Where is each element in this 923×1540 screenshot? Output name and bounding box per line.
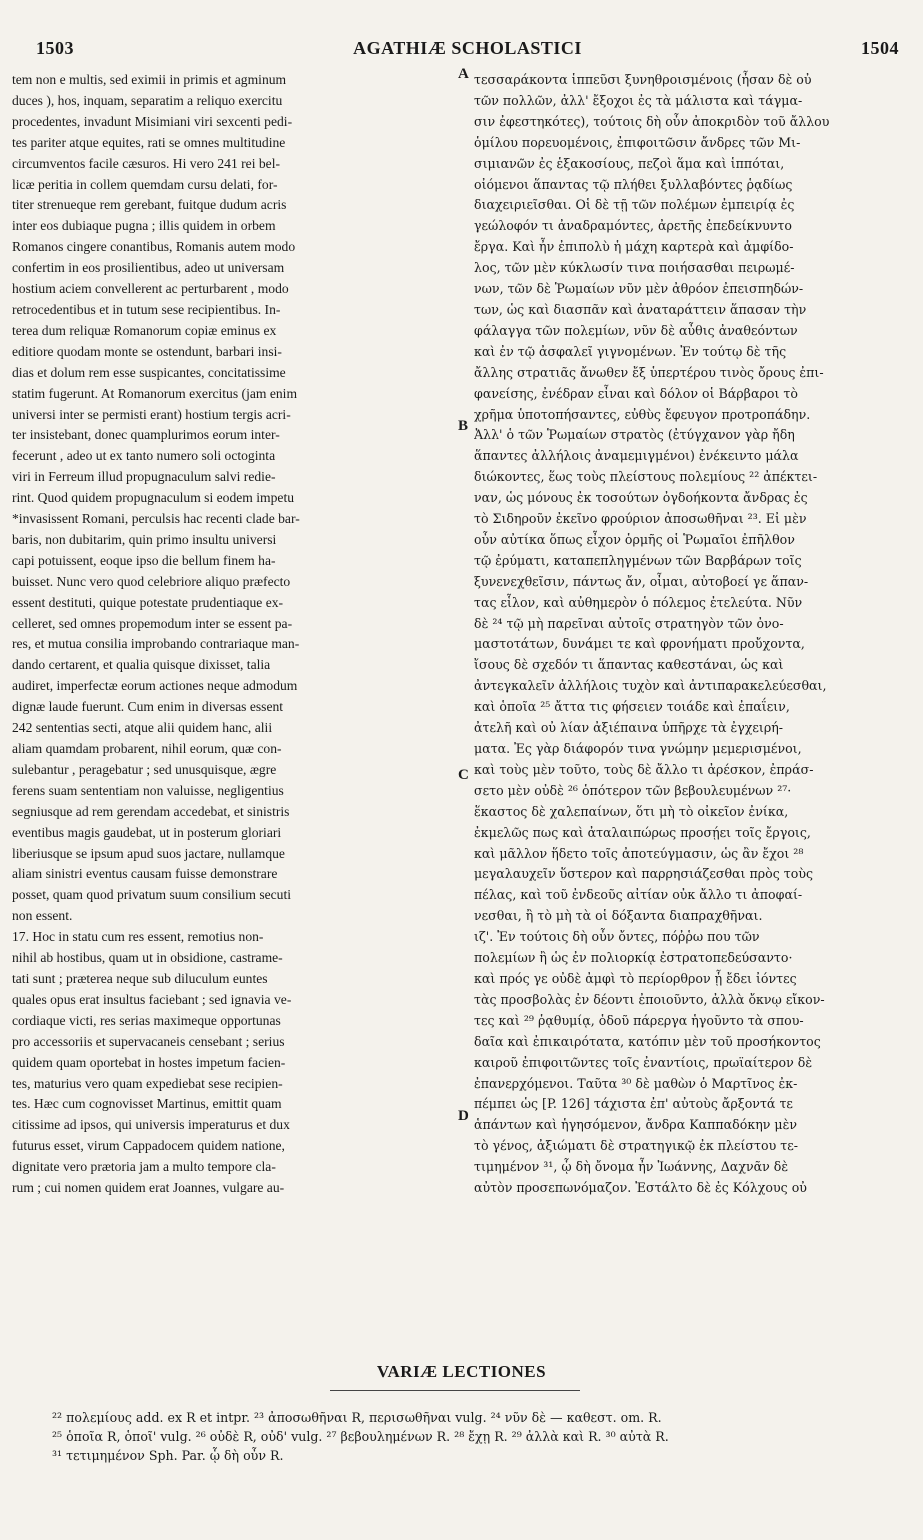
latin-column	[12, 70, 456, 1199]
greek-text-line: ἄλλης στρατιᾶς ἄνωθεν ἔξ ὑπερτέρου τινὸς ὄρους ἐπι-	[474, 364, 824, 380]
latin-text-line: rum ; cui nomen quidem erat Joannes, vulgare au-	[12, 1180, 285, 1196]
greek-text-line: τεσσαράκοντα ἱππεῦσι ξυνηθροισμένοις (ἦσαν δὲ οὐ	[474, 72, 812, 87]
greek-text-line: ἴσους δὲ σχεδόν τι ἅπαντας καθεστάναι, ὡς καὶ	[474, 657, 784, 673]
latin-text-line: posset, quam quod privatum suum consilium secuti	[12, 887, 292, 903]
latin-text-line: audiret, imperfectæ eorum actiones neque admodum	[12, 678, 298, 694]
greek-text-line: ματα. Ἐς γὰρ διάφορόν τινα γνώμην μεμερισμένοι,	[474, 741, 802, 756]
latin-text-line: sulebantur , peragebatur ; sed unusquisque, ægre	[12, 761, 277, 777]
greek-text-line: ὁμίλου πορευομένοις, ἐπιφοιτῶσιν ἄνδρες τῶν Μι-	[474, 134, 801, 150]
greek-text-line: καὶ ὁποῖα ²⁵ ἄττα τις φήσειεν τοιάδε καὶ ἐπαΐειν,	[474, 699, 790, 715]
greek-text-line: ξυνενεχθεῖσιν, πάντως ἄν, οἶμαι, αὐτοβοεί γε ἅπαν-	[474, 573, 809, 589]
greek-text-line: φανείσης, ἐνέδραν εἶναι καὶ δόλον οἱ Βάρβαροι τὸ	[474, 385, 798, 401]
greek-text-line: διώκοντες, ἕως τοὺς πλείστους πολεμίους ²² ἀπέκτει-	[474, 469, 818, 485]
greek-text-line: ἐπανερχόμενοι. Ταῦτα ³⁰ δὲ μαθὼν ὁ Μαρτῖνος ἐκ-	[474, 1075, 798, 1091]
latin-text-line: ferens suam sententiam non valuisse, negligentius	[12, 782, 284, 798]
latin-text-line: retrocedentibus et in tutum sese recipientibus. In-	[12, 301, 281, 317]
latin-text-line: ter insistebant, donec quamplurimos eorum inter-	[12, 427, 280, 443]
latin-text-line: *invasissent Romani, perculsis hac recenti clade bar-	[12, 511, 300, 527]
greek-text-line: καὶ ἐν τῷ ἀσφαλεῖ γιγνομένων. Ἐν τούτῳ δὲ τῆς	[474, 343, 787, 359]
running-title: AGATHIÆ SCHOLASTICI	[353, 38, 582, 58]
greek-text-line: δαῖα καὶ ἐπικαιρότατα, κατόπιν μὲν τοῦ προσήκοντος	[474, 1033, 821, 1049]
heading-rule	[330, 1390, 580, 1391]
latin-text-line: dias et dolum rem esse suspicantes, concitatissime	[12, 364, 286, 380]
greek-text-line: σιμιανῶν ἐς ἑξακοσίους, πεζοὶ ἅμα καὶ ἱππόται,	[474, 155, 785, 171]
latin-text-line: quales opus erat insultus faciebant ; sed ignavia ve-	[12, 991, 292, 1007]
latin-text-line: licæ peritia in collem quemdam cursu delati, for-	[12, 176, 278, 192]
greek-text-line: καιροῦ ἐπιφοιτῶντες τοῖς ἐναντίοις, πρωϊαίτερον δὲ	[474, 1054, 813, 1070]
latin-text-line: tes pariter atque equites, rati se omnes multitudine	[12, 134, 286, 150]
greek-text-line: ἀντεγκαλεῖν ἀλλήλοις τυχὸν καὶ ἀντιπαρακελεύεσθαι,	[474, 678, 827, 694]
greek-text-line: σιν ἐφεστηκότες), τούτοις δὴ οὖν ἀποκριδὸν τοῦ ἄλλου	[474, 113, 830, 129]
latin-text-line: rint. Quod quidem propugnaculum si eodem impetu	[12, 490, 295, 506]
latin-text-line: non essent.	[12, 908, 73, 924]
greek-text-line: χρῆμα ὑποτοπήσαντες, εὐθὺς ἔφευγον προτροπάδην.	[474, 406, 811, 422]
greek-text-line: διαχειριεῖσθαι. Οἱ δὲ τῇ τῶν πολέμων ἐμπειρίᾳ ἐς	[474, 197, 795, 213]
latin-text-line: 242 sententias secti, atque alii quidem hanc, alii	[12, 720, 273, 736]
greek-text-line: καὶ μᾶλλον ἥδετο τοῖς ἀποτεύγμασιν, ὡς ἂν ἔχοι ²⁸	[474, 845, 804, 861]
greek-text-line: τῷ ἐρύματι, καταπεπληγμένων τῶν Βαρβάρων τοῖς	[474, 552, 802, 568]
latin-text-line: circumventos facile cæsuros. Hi vero 241 rei bel-	[12, 155, 281, 171]
variae-lectiones-notes	[52, 1408, 892, 1465]
latin-text-line: res, et mutua consilia improbando contrariaque man-	[12, 636, 300, 652]
latin-text-line: editiore quodam monte se ostendunt, barbari insi-	[12, 343, 282, 359]
latin-text-line: inter eos dubiaque pugna ; illis quidem in orbem	[12, 218, 276, 234]
page-number-left: 1503	[36, 38, 74, 58]
page-header	[36, 38, 899, 62]
latin-text-line: Romanos cingere conantibus, Romanis autem modo	[12, 239, 296, 255]
latin-text-line: tes. Hæc cum cognovisset Martinus, emittit quam	[12, 1096, 282, 1112]
greek-text-line: γεώλοφόν τι ἀναδραμόντες, ἀρετῆς ἐπεδείκνυντο	[474, 218, 792, 234]
latin-text-line: confertim in eos prosilientibus, adeo ut universam	[12, 260, 285, 276]
greek-text-line: νων, τῶν δὲ Ῥωμαίων νῦν μὲν ἀθρόον ἐπεισπηδών-	[474, 281, 804, 297]
greek-text-line: πολεμίων ἢ ὡς ἐν πολιορκίᾳ ἐστρατοπεδεύσαντο·	[474, 950, 793, 966]
greek-text-line: των, ὡς καὶ διασπᾶν καὶ ἀναταράττειν ἅπασαν τὴν	[474, 301, 807, 317]
latin-text-line: terea dum reliquæ Romanorum copiæ eminus ex	[12, 322, 277, 338]
latin-text-line: citissime ad ipsos, qui universis imperaturus et dux	[12, 1117, 290, 1133]
greek-text-line: τὸ Σιδηροῦν ἐκεῖνο φρούριον ἀποσωθῆναι ²³. Εἰ μὲν	[474, 511, 807, 527]
greek-text-line: πέλας, καὶ τοῦ ἐνδεοῦς αἰτίαν οὐκ ἄλλο τι ἀποφαί-	[474, 887, 803, 903]
greek-text-line: ἕκαστος δὲ χαλεπαίνων, ὅτι μὴ τὸ οἰκεῖον ἐνίκα,	[474, 803, 789, 819]
latin-text-line: universi inter se permisti erant) hostium tergis acri-	[12, 406, 291, 422]
latin-text-line: pro accessoriis et supervacaneis censebant ; serius	[12, 1033, 285, 1049]
latin-text-line: procedentes, invadunt Misimiani viri sexcenti pedi-	[12, 113, 293, 129]
latin-text-line: dignæ laude fuerunt. Cum enim in diversas essent	[12, 699, 284, 715]
latin-text-line: fecerunt , adeo ut ex tanto numero soli octoginta	[12, 448, 276, 464]
greek-text-line: δὲ ²⁴ τῷ μὴ παρεῖναι αὐτοῖς στρατηγὸν τῶν ὀνο-	[474, 615, 784, 631]
greek-text-line: καὶ πρός γε οὐδὲ ἀμφὶ τὸ περίορθρον ᾗ ἔδει ἰόντες	[474, 970, 797, 986]
latin-text-line: 17. Hoc in statu cum res essent, remotius non-	[12, 929, 264, 945]
variant-note-line: ³¹ τετιμημένον Sph. Par. ᾧ δὴ οὖν R.	[52, 1448, 284, 1463]
greek-text-line: ἀτελῆ καὶ οὐ λίαν ἀξιέπαινα ὑπῆρχε τὰ ἐγχειρή-	[474, 720, 784, 736]
greek-text-line: τὸ γένος, ἀξιώματι δὲ στρατηγικῷ ἐκ πλείστου τε-	[474, 1138, 798, 1154]
latin-text-line: baris, non dubitarim, quin primo insultu universi	[12, 531, 277, 547]
greek-text-line: σετο μὲν οὐδὲ ²⁶ ὁπότερον τῶν βεβουλευμένων ²⁷·	[474, 782, 792, 798]
greek-text-line: Ἀλλ' ὁ τῶν Ῥωμαίων στρατὸς (ἐτύγχανον γὰρ ἤδη	[474, 427, 795, 443]
greek-text-line: λος, τῶν μὲν κύκλωσίν τινα ποιήσασθαι πειρωμέ-	[474, 260, 795, 276]
section-marker-b: B	[458, 418, 469, 434]
variant-note-line: ²² πολεμίους add. ex R et intpr. ²³ ἀποσωθῆναι R, περισωθῆναι vulg. ²⁴ νῦν δὲ — καθεστ. om. R.	[52, 1410, 662, 1425]
greek-text-line: φάλαγγα τῶν πολεμίων, νῦν δὲ αὖθις ἀναθεόντων	[474, 322, 798, 338]
variae-lectiones-heading: VARIÆ LECTIONES	[376, 1362, 547, 1381]
greek-text-line: ἅπαντες ἀλλήλοις ἀναμεμιγμένοι) ἐνέκειντο μάλα	[474, 448, 799, 464]
latin-text-line: tes, maturius vero quam expediebat sese recipien-	[12, 1075, 283, 1091]
latin-text-line: eventibus magis gaudebat, ut in posterum gloriari	[12, 824, 282, 840]
latin-text-line: hostium aciem convellerent ac perturbarent , modo	[12, 281, 289, 297]
page-number-right: 1504	[861, 38, 899, 58]
latin-text-line: capi potuissent, eoque ipso die bellum finem ha-	[12, 552, 276, 568]
greek-text-line: αὐτὸν προσεπωνόμαζον. Ἐστάλτο δὲ ἐς Κόλχους οὐ	[474, 1180, 807, 1196]
latin-text-line: cordiaque victi, res serias maximeque opportunas	[12, 1012, 281, 1028]
latin-text-line: tati sunt ; præterea neque sub diluculum euntes	[12, 970, 268, 986]
latin-text-line: aliam quamdam probarent, nihil eorum, quæ con-	[12, 741, 282, 756]
latin-text-line: dando certarent, et qualia quisque dixisset, talia	[12, 657, 271, 673]
greek-text-line: οἰόμενοι ἅπαντας τῷ πλήθει ξυλλαβόντες ῥᾳδίως	[474, 176, 793, 192]
greek-text-line: τιμημένον ³¹, ᾧ δὴ ὄνομα ἦν Ἰωάννης, Δαχνᾶν δὲ	[474, 1159, 789, 1175]
greek-column	[474, 70, 909, 1199]
greek-text-line: ἔργα. Καὶ ἦν ἐπιπολὺ ἡ μάχη καρτερὰ καὶ ἀμφίδο-	[474, 239, 794, 255]
greek-text-line: τας εἷλον, καὶ αὐθημερὸν ὁ πόλεμος ἐτελεύτα. Νῦν	[474, 594, 803, 610]
latin-text-line: liberiusque se ipsum apud suos jactare, nullamque	[12, 845, 285, 861]
greek-text-line: ἁπάντων καὶ ἡγησόμενον, ἄνδρα Καππαδόκην μὲν	[474, 1117, 798, 1133]
latin-text-line: segniusque ad rem gerendam accedebat, et sinistris	[12, 803, 290, 819]
section-marker-c: C	[458, 767, 469, 783]
latin-text-line: futurus esset, virum Cappadocem quidem natione,	[12, 1138, 285, 1154]
greek-text-line: ἐκμελῶς πως καὶ ἀταλαιπώρως προσῄει τοῖς ἔργοις,	[474, 824, 811, 840]
greek-text-line: μαστοτάτων, δυνάμει τε καὶ φρονήματι προὔχοντα,	[474, 636, 805, 652]
latin-text-line: duces ), hos, inquam, separatim a reliquo exercitu	[12, 92, 283, 108]
latin-text-line: statim fugerunt. At Romanorum exercitus (jam enim	[12, 385, 298, 401]
greek-text-line: ιζ'. Ἐν τούτοις δὴ οὖν ὄντες, πόῤῥω που τῶν	[474, 929, 760, 945]
greek-text-line: πέμπει ὡς [P. 126] τάχιστα ἐπ' αὐτοὺς ἄρξοντά τε	[474, 1096, 793, 1112]
latin-text-line: essent destituti, quique potestate prudentiaque ex-	[12, 594, 284, 610]
section-marker-a: A	[458, 66, 469, 82]
latin-text-line: celleret, sed omnes propemodum inter se essent pa-	[12, 615, 293, 631]
greek-text-line: οὖν αὐτίκα ὅπως εἶχον ὁρμῆς οἱ Ῥωμαῖοι ἐπῆλθον	[474, 531, 795, 547]
latin-text-line: aliam sinistri eventus causam fuisse demonstrare	[12, 866, 278, 882]
latin-text-line: titer strenueque rem gerebant, fuitque dudum acris	[12, 197, 287, 213]
latin-text-line: quidem quam oportebat in hostes impetum facien-	[12, 1054, 286, 1070]
latin-text-line: viri in Ferreum illud propugnaculum salvi redie-	[12, 469, 276, 485]
variant-note-line: ²⁵ ὁποῖα R, ὁποῖ' vulg. ²⁶ οὐδὲ R, οὐδ' vulg. ²⁷ βεβουλημένων R. ²⁸ ἔχῃ R. ²⁹ ἀλλὰ καὶ R. ³⁰ αὐτὰ R.	[52, 1429, 669, 1444]
greek-text-line: ναν, ὡς μόνους ἐκ τοσούτων ὀγδοήκοντα ἄνδρας ἐς	[474, 490, 808, 506]
greek-text-line: τῶν πολλῶν, ἀλλ' ἔξοχοι ἐς τὰ μάλιστα καὶ τάγμα-	[474, 92, 803, 108]
greek-text-line: τὰς προσβολὰς ἐν δέοντι ἐποιοῦντο, ἀλλὰ ὄκνῳ εἴκον-	[474, 991, 825, 1007]
greek-text-line: καὶ τοὺς μὲν τοῦτο, τοὺς δὲ ἄλλο τι ἀρέσκον, ἐπράσ-	[474, 761, 814, 777]
greek-text-line: νεσθαι, ἢ τὸ μὴ τὰ οἱ δόξαντα διαπραχθῆναι.	[474, 908, 763, 924]
latin-text-line: nihil ab hostibus, quam ut in obsidione, castrame-	[12, 950, 283, 966]
latin-text-line: tem non e multis, sed eximii in primis et agminum	[12, 72, 287, 87]
latin-text-line: buisset. Nunc vero quod celebriore aliquo præfecto	[12, 573, 291, 589]
greek-text-line: τες καὶ ²⁹ ῥᾳθυμίᾳ, ὁδοῦ πάρεργα ἡγοῦντο τὰ σπου-	[474, 1012, 804, 1028]
section-marker-d: D	[458, 1108, 469, 1124]
latin-text-line: dignitate vero prætoria jam a multo tempore cla-	[12, 1159, 276, 1175]
greek-text-line: μεγαλαυχεῖν ὕστερον καὶ παρρησιάζεσθαι πρὸς τοὺς	[474, 866, 814, 882]
